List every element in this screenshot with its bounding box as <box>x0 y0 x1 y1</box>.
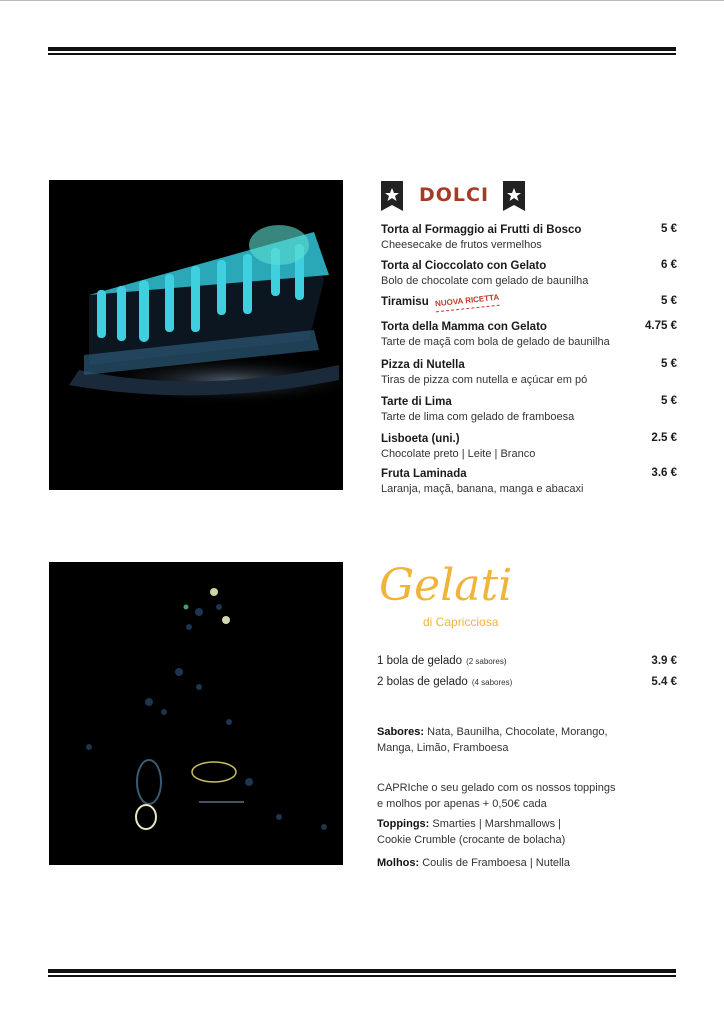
dolci-title: DOLCI <box>419 184 490 206</box>
item-name: Torta al Formaggio ai Frutti di Bosco <box>381 224 582 236</box>
item-name: Tiramisu <box>381 296 429 308</box>
item-desc: Bolo de chocolate com gelado de baunilha <box>381 275 589 287</box>
item-price: 5 € <box>661 395 677 407</box>
menu-item <box>381 432 677 462</box>
gelato-item-note: (2 sabores) <box>466 657 507 666</box>
toppings-text <box>377 816 667 848</box>
item-price: 5 € <box>661 223 677 235</box>
sabores-line2: Manga, Limão, Framboesa <box>377 742 509 754</box>
menu-item <box>381 395 677 425</box>
toppings-line1: Smarties | Marshmallows | <box>432 818 561 830</box>
menu-item <box>381 320 677 350</box>
item-name: Lisboeta (uni.) <box>381 433 460 445</box>
menu-item <box>381 223 677 253</box>
new-recipe-badge: NUOVA RICETTA <box>434 290 500 313</box>
star-icon <box>381 181 403 211</box>
sabores-label: Sabores: <box>377 726 425 738</box>
capriche-line2: e molhos por apenas + 0,50€ cada <box>377 798 547 810</box>
item-desc: Tarte de maçã com bola de gelado de baunilha <box>381 336 610 348</box>
item-name: Tarte di Lima <box>381 396 452 408</box>
gelato-item-name: 2 bolas de gelado <box>377 676 468 688</box>
capriche-text <box>377 780 667 812</box>
menu-item <box>381 292 677 311</box>
item-name: Pizza di Nutella <box>381 359 465 371</box>
item-price: 4.75 € <box>645 320 677 332</box>
molhos-label: Molhos: <box>377 857 420 869</box>
gelato-item <box>377 655 677 667</box>
toppings-line2: Cookie Crumble (crocante de bolacha) <box>377 834 566 846</box>
item-name: Fruta Laminada <box>381 468 467 480</box>
page-top-border <box>0 0 724 1</box>
sabores-line1: Nata, Baunilha, Chocolate, Morango, <box>427 726 608 738</box>
item-desc: Cheesecake de frutos vermelhos <box>381 239 542 251</box>
toppings-label: Toppings: <box>377 818 430 830</box>
gelati-title: Gelati <box>379 560 513 611</box>
sabores-text <box>377 724 667 756</box>
item-name: Torta al Cioccolato con Gelato <box>381 260 547 272</box>
gelati-subtitle: di Capricciosa <box>423 615 499 629</box>
gelato-item-price: 3.9 € <box>651 655 677 667</box>
item-price: 5 € <box>661 358 677 370</box>
gelato-photo <box>49 562 343 865</box>
item-price: 2.5 € <box>651 432 677 444</box>
menu-item <box>381 358 677 388</box>
item-price: 3.6 € <box>651 467 677 479</box>
item-desc: Tiras de pizza com nutella e açúcar em pó <box>381 374 588 386</box>
item-price: 6 € <box>661 259 677 271</box>
item-desc: Laranja, maçã, banana, manga e abacaxi <box>381 483 584 495</box>
menu-item <box>381 467 677 497</box>
gelato-item-name: 1 bola de gelado <box>377 655 463 667</box>
bottom-divider <box>48 969 676 977</box>
gelato-item <box>377 676 677 688</box>
item-desc: Tarte de lima com gelado de framboesa <box>381 411 575 423</box>
molhos-text <box>377 855 667 871</box>
cake-photo <box>49 180 343 490</box>
dolci-header <box>381 181 527 213</box>
menu-item <box>381 259 677 289</box>
gelato-item-price: 5.4 € <box>651 676 677 688</box>
gelato-item-note: (4 sabores) <box>471 678 513 687</box>
top-divider <box>48 47 676 55</box>
item-desc: Chocolate preto | Leite | Branco <box>381 448 536 460</box>
item-price: 5 € <box>661 295 677 307</box>
capriche-line1: CAPRIche o seu gelado com os nossos toppings <box>377 782 616 794</box>
item-name: Torta della Mamma con Gelato <box>381 321 547 333</box>
star-icon <box>503 181 525 211</box>
molhos-value: Coulis de Framboesa | Nutella <box>422 857 570 869</box>
